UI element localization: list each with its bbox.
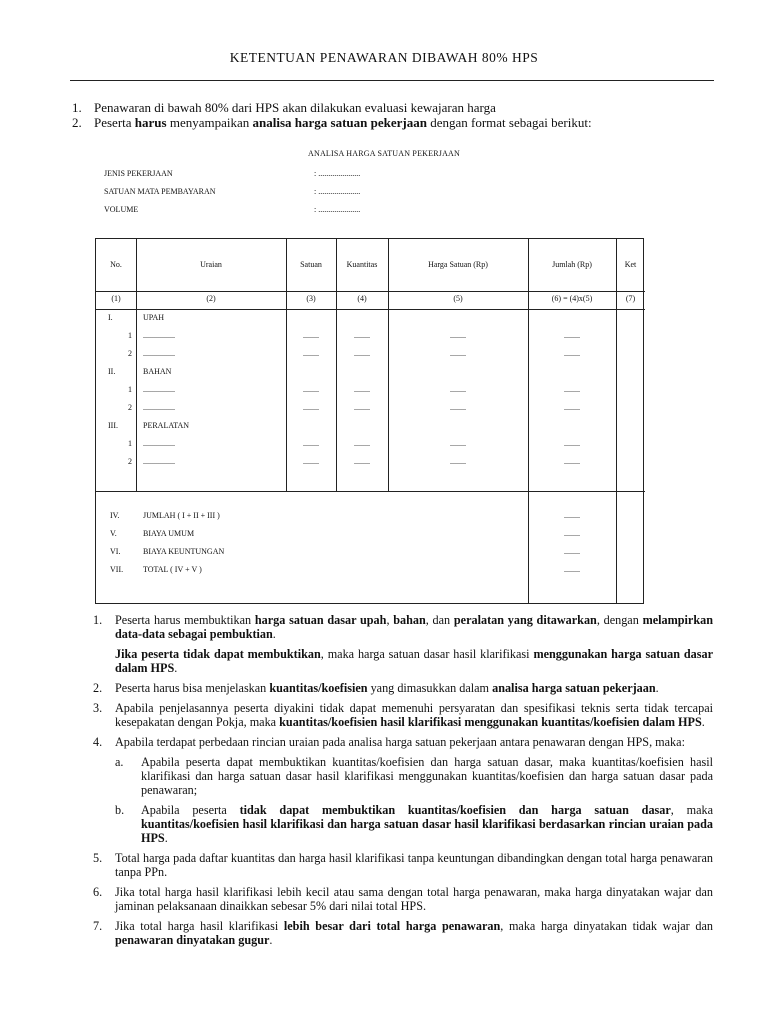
rule-number: 4. — [93, 735, 103, 749]
summary-jumlah-placeholder: ........ — [564, 511, 580, 520]
table-row-divider — [96, 291, 645, 292]
satuan-placeholder: ........ — [303, 331, 319, 340]
rule-number: 7. — [93, 919, 103, 933]
form-field-value: : ..................... — [314, 187, 361, 196]
group-label: BAHAN — [143, 367, 172, 376]
bold-text: Jika peserta tidak dapat membuktikan — [115, 647, 321, 661]
jumlah-placeholder: ........ — [564, 403, 580, 412]
rules-list — [93, 613, 713, 953]
rule-sub-number: a. — [115, 755, 124, 769]
kuantitas-placeholder: ........ — [354, 331, 370, 340]
form-field-volume — [104, 205, 360, 214]
summary-label: BIAYA UMUM — [143, 529, 195, 538]
table-column-number: (6) = (4)x(5) — [551, 294, 593, 303]
group-label: UPAH — [143, 313, 165, 322]
text: . — [655, 681, 659, 695]
bold-text: penawaran dinyatakan gugur — [115, 933, 270, 947]
table-column-divider — [136, 239, 137, 491]
rule-paragraph — [115, 919, 713, 947]
satuan-placeholder: ........ — [303, 439, 319, 448]
rule-number: 3. — [93, 701, 103, 715]
table-column-number: (2) — [206, 294, 216, 303]
text: , — [386, 613, 394, 627]
text: , maka — [670, 803, 713, 817]
intro-list — [72, 101, 712, 130]
form-field-value: : ..................... — [314, 205, 361, 214]
rule-item — [93, 735, 713, 845]
jumlah-placeholder: ........ — [564, 439, 580, 448]
text: Apabila peserta dapat membuktikan kuantitas/koefisien dan harga satuan dasar, maka kuantitas/koefisien hasil klarifikasi dan harga satuan dasar hasil klarifikasi menggunakan kuantitas/koefisien dan harga satuan dasar pada penawaran; — [141, 755, 713, 797]
uraian-placeholder: ................ — [143, 385, 175, 394]
summary-number: VI. — [110, 547, 121, 556]
table-column-number: (5) — [453, 294, 463, 303]
rule-sub-text — [141, 803, 713, 845]
rule-text — [115, 851, 713, 879]
text: Apabila peserta — [141, 803, 240, 817]
text: Penawaran di bawah 80% dari HPS akan dilakukan evaluasi kewajaran harga — [94, 100, 496, 115]
text: . — [701, 715, 705, 729]
text: . — [174, 661, 178, 675]
text: Jika total harga hasil klarifikasi lebih kecil atau sama dengan total harga penawaran, maka harga dinyatakan wajar dan jaminan pelaksanaan dinaikkan sebesar 5% dari nilai total HPS. — [115, 885, 713, 913]
text: Apabila terdapat perbedaan rincian uraian pada analisa harga satuan pekerjaan antara penawaran dengan HPS, maka: — [115, 735, 685, 749]
bold-text: analisa harga satuan pekerjaan — [492, 681, 656, 695]
group-number: III. — [108, 421, 118, 430]
table-header-cell: Harga Satuan (Rp) — [428, 260, 488, 269]
text: , maka harga satuan dasar hasil klarifikasi — [320, 647, 534, 661]
bold-text: tidak dapat membuktikan kuantitas/koefisien dan harga satuan dasar — [239, 803, 671, 817]
bold-text: melampirkan data-data sebagai pembuktian — [115, 613, 713, 641]
bold-text: harga satuan dasar upah — [254, 613, 387, 627]
intro-item-number: 2. — [72, 114, 82, 130]
summary-jumlah-placeholder: ........ — [564, 529, 580, 538]
rule-text — [115, 681, 713, 695]
text: , dengan — [596, 613, 643, 627]
kuantitas-placeholder: ........ — [354, 403, 370, 412]
bold-text: peralatan yang ditawarkan — [453, 613, 597, 627]
text: Jika total harga hasil klarifikasi — [115, 919, 284, 933]
group-number: II. — [108, 367, 116, 376]
rule-number: 5. — [93, 851, 103, 865]
table-header-cell: Uraian — [200, 260, 222, 269]
harga-placeholder: ........ — [450, 439, 466, 448]
rule-text — [115, 701, 713, 729]
intro-item — [72, 116, 712, 131]
bold-text: kuantitas/koefisien — [269, 681, 368, 695]
table-column-divider — [336, 239, 337, 491]
table-column-number: (3) — [306, 294, 316, 303]
satuan-placeholder: ........ — [303, 385, 319, 394]
bold-text: kuantitas/koefisien hasil klarifikasi menggunakan kuantitas/koefisien dalam HPS — [279, 715, 702, 729]
kuantitas-placeholder: ........ — [354, 439, 370, 448]
text: . — [272, 627, 276, 641]
intro-item-text — [94, 116, 592, 131]
summary-number: VII. — [110, 565, 124, 574]
bold-text: kuantitas/koefisien hasil klarifikasi dan harga satuan dasar hasil klarifikasi berdasarkan rincian uraian pada HPS — [141, 817, 713, 845]
intro-item — [72, 101, 712, 116]
text: Apabila penjelasannya peserta diyakini tidak dapat memenuhi persyaratan dan spesifikasi teknis serta tidak tercapai kesepakatan dengan Pokja, maka — [115, 701, 713, 729]
harga-placeholder: ........ — [450, 457, 466, 466]
form-field-label: VOLUME — [104, 205, 139, 214]
group-number: I. — [108, 313, 113, 322]
table-column-divider — [286, 239, 287, 491]
table-row-divider — [96, 309, 645, 310]
kuantitas-placeholder: ........ — [354, 385, 370, 394]
form-title: ANALISA HARGA SATUAN PEKERJAAN — [307, 149, 460, 158]
uraian-placeholder: ................ — [143, 403, 175, 412]
bold-text: bahan — [393, 613, 426, 627]
text: Total harga pada daftar kuantitas dan harga hasil klarifikasi tanpa keuntungan dibandingkan dengan total harga penawaran tanpa PPn. — [115, 851, 713, 879]
satuan-placeholder: ........ — [303, 349, 319, 358]
table-row-divider — [96, 491, 645, 492]
jumlah-placeholder: ........ — [564, 457, 580, 466]
rule-item — [93, 851, 713, 879]
uraian-placeholder: ................ — [143, 331, 175, 340]
uraian-placeholder: ................ — [143, 457, 175, 466]
form-field-value: : ..................... — [314, 169, 361, 178]
text: , maka harga dinyatakan tidak wajar dan — [500, 919, 713, 933]
analysis-table — [95, 238, 644, 604]
summary-label: TOTAL ( IV + V ) — [143, 565, 202, 574]
form-field-satuan — [104, 187, 360, 196]
rule-sub-number: b. — [115, 803, 125, 817]
form-field-jenis — [104, 169, 360, 178]
item-number: 1 — [128, 385, 132, 394]
summary-label: JUMLAH ( I + II + III ) — [143, 511, 220, 520]
jumlah-placeholder: ........ — [564, 331, 580, 340]
rule-item — [93, 885, 713, 913]
intro-item-text — [94, 101, 496, 116]
summary-jumlah-placeholder: ........ — [564, 565, 580, 574]
rule-paragraph — [115, 851, 713, 879]
rule-paragraph — [115, 613, 713, 641]
table-header-cell: Kuantitas — [346, 260, 378, 269]
rule-text — [115, 919, 713, 947]
text: Peserta harus membuktikan — [115, 613, 255, 627]
title-divider — [70, 80, 714, 81]
form-field-label: JENIS PEKERJAAN — [104, 169, 173, 178]
rule-item — [93, 701, 713, 729]
summary-label: BIAYA KEUNTUNGAN — [143, 547, 225, 556]
item-number: 2 — [128, 349, 132, 358]
jumlah-placeholder: ........ — [564, 349, 580, 358]
text: dengan format sebagai berikut: — [426, 114, 592, 130]
rule-paragraph — [115, 735, 713, 749]
rule-paragraph — [115, 681, 713, 695]
bold-text: harus — [134, 114, 167, 130]
rule-sub-text — [141, 755, 713, 797]
text: menyampaikan — [166, 114, 253, 130]
rule-text — [115, 613, 713, 675]
satuan-placeholder: ........ — [303, 403, 319, 412]
bold-text: lebih besar dari total harga penawaran — [283, 919, 501, 933]
rule-paragraph — [115, 885, 713, 913]
rule-sub-item — [115, 755, 713, 797]
harga-placeholder: ........ — [450, 331, 466, 340]
item-number: 1 — [128, 331, 132, 340]
document-title: KETENTUAN PENAWARAN DIBAWAH 80% HPS — [229, 50, 539, 65]
uraian-placeholder: ................ — [143, 349, 175, 358]
rule-paragraph — [115, 647, 713, 675]
table-column-number: (4) — [357, 294, 367, 303]
kuantitas-placeholder: ........ — [354, 349, 370, 358]
item-number: 2 — [128, 403, 132, 412]
table-column-divider — [388, 239, 389, 491]
bold-text: analisa harga satuan pekerjaan — [252, 114, 427, 130]
text: . — [269, 933, 273, 947]
table-header-cell: No. — [110, 260, 122, 269]
rule-text — [115, 885, 713, 913]
rule-item — [93, 681, 713, 695]
summary-number: V. — [110, 529, 117, 538]
summary-number: IV. — [110, 511, 120, 520]
bold-text: menggunakan harga satuan dasar dalam HPS — [115, 647, 714, 675]
group-label: PERALATAN — [143, 421, 190, 430]
table-header-cell: Jumlah (Rp) — [552, 260, 592, 269]
rule-sub-item — [115, 803, 713, 845]
harga-placeholder: ........ — [450, 349, 466, 358]
text: yang dimasukkan dalam — [367, 681, 493, 695]
table-header-cell: Satuan — [300, 260, 322, 269]
summary-jumlah-placeholder: ........ — [564, 547, 580, 556]
table-column-divider — [528, 239, 529, 491]
harga-placeholder: ........ — [450, 385, 466, 394]
rule-text — [115, 735, 713, 845]
rule-item — [93, 613, 713, 675]
item-number: 2 — [128, 457, 132, 466]
kuantitas-placeholder: ........ — [354, 457, 370, 466]
rule-number: 6. — [93, 885, 103, 899]
text: , dan — [425, 613, 454, 627]
item-number: 1 — [128, 439, 132, 448]
intro-item-number: 1. — [72, 100, 82, 115]
text: Peserta — [94, 114, 135, 130]
text: . — [164, 831, 168, 845]
rule-paragraph — [115, 701, 713, 729]
form-field-label: SATUAN MATA PEMBAYARAN — [104, 187, 216, 196]
rule-number: 2. — [93, 681, 103, 695]
table-column-number: (7) — [625, 294, 636, 303]
rule-item — [93, 919, 713, 947]
satuan-placeholder: ........ — [303, 457, 319, 466]
uraian-placeholder: ................ — [143, 439, 175, 448]
harga-placeholder: ........ — [450, 403, 466, 412]
table-header-cell: Ket — [624, 260, 637, 269]
table-column-number: (1) — [111, 294, 121, 303]
text: Peserta harus bisa menjelaskan — [115, 681, 270, 695]
jumlah-placeholder: ........ — [564, 385, 580, 394]
rule-number: 1. — [93, 613, 103, 627]
